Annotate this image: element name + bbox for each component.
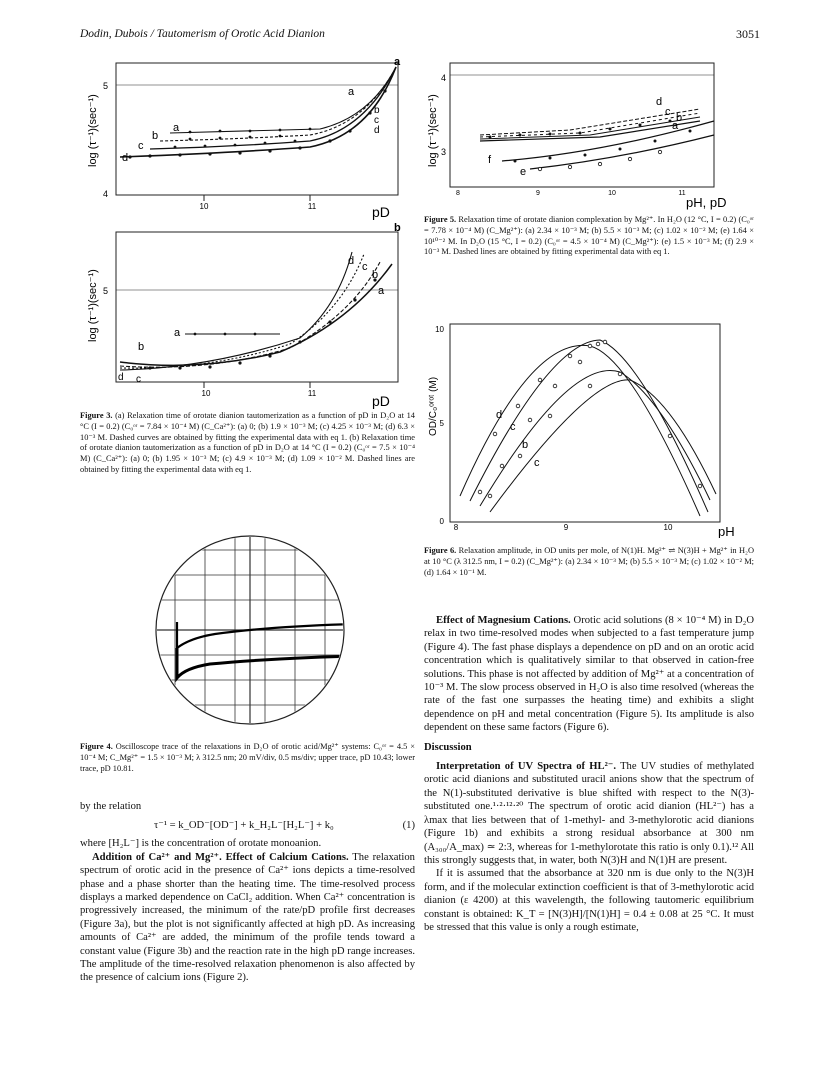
fig5-curve-label: a [672,120,679,132]
fig3b-xtick: 10 [201,389,211,398]
equation-1 [80,817,415,835]
fig3a-curve-label: c [374,115,379,126]
equation-number: (1) [402,820,415,832]
figure-4-caption-label: Figure 4. [80,742,113,751]
fig3b-curve-label: d [348,255,355,267]
section-title-uv: Interpretation of UV Spectra of HL²⁻. [436,761,617,773]
fig3a-curve-label: b [374,105,380,116]
uv-paragraph: The UV studies of methylated orotic acid dianions and substituted uracil anions show that the spectrum of the N(1)-substituted derivative is blue shifted with respect to the N(3)-substituted one.¹·²·¹²·²⁰ The spectrum of orotic acid dianion (HL²⁻) has a λmax that lies between that of 1-methyl- and 3-methylorotic acid dianions (Figure 1b) and exhibits a strong residual absorbance at 300 nm (A₃₀₀/A_max) ≃ 2:3, whereas for 1-methylorotate this ratio is only 0.1).¹² All this strongly suggests that, in water, both N(3)H and N(1)H are present. [424,761,754,866]
fig5-curve-label: b [676,112,683,124]
figure-4-caption-text: Oscilloscope trace of the relaxations in D₂O of orotic acid/Mg²⁺ systems: C₀ᵒʳ = 4.5 × 10⁻⁴ M; C_Mg²⁺ = 1.5 × 10⁻³ M; λ 312.5 nm; 20 mV/div, 0.5 ms/div; upper trace, pD 10.43; lower trace, pD 10.81. [80,742,415,773]
fig6-xtick: 10 [663,523,673,532]
fig6-curve-label: b [522,439,529,451]
figure-3-caption-label: Figure 3. [80,411,113,420]
fig3b-curve-label: a [378,285,385,297]
fig3a-xtick: 11 [307,202,317,211]
fig3a-ytick: 4 [102,189,108,199]
equation-body: τ⁻¹ = k_OD⁻[OD⁻] + k_H₂L⁻[H₂L⁻] + k₀ [154,820,334,832]
fig3a-ylabel: log (τ⁻¹)(sec⁻¹) [87,94,99,167]
magnesium-paragraph: Orotic acid solutions (8 × 10⁻⁴ M) in D₂O relax in two time-resolved modes when subjected to a fast temperature jump (Figure 4). The fast phase displays a dependence on pD and on an orotic acid concentration which is qualitatively similar to that observed in cation-free solutions. This phase is not affected by addition of Mg²⁺ at a concentration of 10⁻³ M. The slow process observed in H₂O is also time resolved (whereas the rate of the fast one surpasses the heating time) and exhibits a slight dependence on pH and metal concentration (Figure 5). Its amplitude is also dependent on these same factors (Figure 6). [424,615,755,734]
fig3a-panel-label: a [394,56,401,68]
fig3a-curve-label: a [348,86,355,98]
fig3b-curve-label: d [118,372,124,383]
fig5-xtick: 11 [678,190,686,197]
fig3b-xtick: 11 [307,389,317,398]
calcium-paragraph: The relaxation spectrum of orotic acid in the presence of Ca²⁺ ions depicts a time-resolved phase and a phase shorter than the heating time. The time-resolved process displays a marked dependence on CaCl₂ addition. When Ca²⁺ concentration is progressively increased, the minimum of the rate/pD profile first decreases (Figure 3a), but the plot is not significantly affected at high pD. As increasing amounts of Ca²⁺ are added, the minimum of the profile tends toward a constant value (Figure 3b) and the reaction rate in the high pD range increases. The amplitude of the time-resolved relaxation phenomenon is also affected by the presence of calcium ions (Figure 2). [80,851,415,984]
running-title: Dodin, Dubois / Tautomerism of Orotic Acid Dianion [80,28,325,40]
fig6-ytick: 5 [439,419,444,428]
page-number: 3051 [736,27,760,41]
fig3b-ytick: 5 [102,286,108,296]
fig5-curve-label: e [520,166,527,178]
fig5-curve-label: f [488,154,492,166]
fig6-ytick: 0 [439,517,444,526]
fig5-xtick: 10 [608,190,616,197]
fig5-ytick: 3 [440,147,446,157]
fig5-xtick: 9 [536,190,540,197]
fig6-xtick: 8 [453,523,459,532]
fig5-xlabel: pH, pD [686,195,727,210]
fig6-xlabel: pH [718,524,735,538]
left-column-text [80,800,415,985]
fig6-ylabel: OD/C₀ᵒʳᵒᵗ (M) [428,376,439,436]
figure-3-caption [80,411,415,476]
fig3a-ytick: 5 [102,81,108,91]
fig3b-xlabel: pD [372,393,390,409]
fig3b-curve-label: b [138,341,145,353]
where-text: where [H₂L⁻] is the concentration of orotate monoanion. [80,838,322,850]
figure-6-caption-label: Figure 6. [424,546,457,555]
fig6-curve-label: c [510,421,516,433]
fig3b-curve-label: c [136,374,141,385]
fig5-xtick: 8 [456,190,460,197]
fig5-ylabel: log (τ⁻¹)(sec⁻¹) [427,94,439,167]
fig3a-curve-label: c [138,140,144,152]
figure-6-plot [420,316,750,538]
figure-4-caption [80,742,415,774]
figure-6-caption [424,546,754,578]
figure-3-caption-text: (a) Relaxation time of orotate dianion tautomerization as a function of pD in D₂O at 14 °C (I = 0.2) (C₀ᵒʳ = 7.84 × 10⁻⁴ M) (C_Ca²⁺): (a) 0; (b) 1.9 × 10⁻³ M; (c) 4.25 × 10⁻³ M; (d) 6.3 × 10⁻³ M. Dashed curves are obtained by fitting the experimental data with eq 1. (b) Relaxation time of orotate dianion tautomerization as a function of pD in D₂O at 14 °C (I = 0.2) (C₀ᵒʳ = 7.5 × 10⁻⁴ M) (C_Ca²⁺): (a) 0; (b) 1.95 × 10⁻³ M; (c) 4.9 × 10⁻³ M; (d) 1.09 × 10⁻² M. Dashed lines are obtained by fitting the experimental data with eq 1. [80,411,415,474]
fig3b-curve-label: b [372,269,379,281]
section-title-magnesium: Effect of Magnesium Cations. [436,615,571,626]
fig3a-xtick: 10 [199,202,209,211]
fig3a-curve-label: d [122,152,129,164]
right-column-text [424,614,754,934]
figure-5-caption-label: Figure 5. [424,215,457,224]
discussion-heading: Discussion [424,741,472,753]
fig3b-panel-label: b [394,222,401,234]
fig3a-curve-label: b [152,130,159,142]
fig5-curve-label: c [665,106,671,118]
fig5-curve-label: d [656,96,663,108]
fig5-ytick: 4 [440,73,446,83]
fig3a-curve-label: a [173,122,180,134]
figure-5-plot [420,55,750,215]
fig6-xtick: 9 [563,523,569,532]
figure-3b-plot [80,222,410,410]
intro-text: by the relation [80,801,142,812]
fig3a-curve-label: d [374,125,380,136]
fig3b-curve-label: a [174,327,181,339]
figure-5-caption [424,215,754,258]
fig3b-curve-label: c [362,261,368,273]
figure-5-caption-text: Relaxation time of orotate dianion complexation by Mg²⁺. In H₂O (12 °C, I = 0.2) (C₀ᵒʳ = 7.78 × 10⁻⁴ M) (C_Mg²⁺): (a) 2.34 × 10⁻³ M; (b) 5.5 × 10⁻³ M; (c) 1.02 × 10⁻² M; (e) 1.64 × 10¹⁰⁻² M. In D₂O (15 °C, I = 0.2) (C₀ᵒʳ = 4.5 × 10⁻⁴ M) (C_Mg²⁺): (e) 1.5 × 10⁻³ M; (f) 2.9 × 10⁻³ M. Dashed lines are obtained by fitting experimental data with eq 1. [424,215,754,257]
fig6-curve-label: d [496,409,503,421]
fig6-curve-label: c [534,457,540,469]
fig3b-ylabel: log (τ⁻¹)(sec⁻¹) [87,269,99,342]
figure-6-caption-text: Relaxation amplitude, in OD units per mole, of N(1)H. Mg²⁺ ⇌ N(3)H + Mg²⁺ in H₂O at 10 °C (λ 312.5 nm, I = 0.2) (C_Mg²⁺): (a) 2.34 × 10⁻³ M; (b) 5.5 × 10⁻³ M; (c) 1.02 × 10⁻² M; (d) 1.64 × 10⁻¹ M. [424,546,754,577]
figure-4-oscilloscope [135,530,365,730]
tautomer-paragraph: If it is assumed that the absorbance at 320 nm is due only to the N(3)H form, and if the molecular extinction coefficient is that of 3-methylorotic acid dianion (ε 4200) at this wavelength, the following tautomeric equilibrium constant is obtained: K_T = [N(3)H]/[N(1)H] = 0.4 ± 0.08 at 25 °C. It must be stressed that this value is only a rough estimate, [424,868,754,933]
fig6-ytick: 10 [435,325,444,334]
fig3a-xlabel: pD [372,204,390,220]
figure-3a-plot [80,55,410,220]
section-title-calcium: Addition of Ca²⁺ and Mg²⁺. Effect of Calcium Cations. [92,851,349,863]
